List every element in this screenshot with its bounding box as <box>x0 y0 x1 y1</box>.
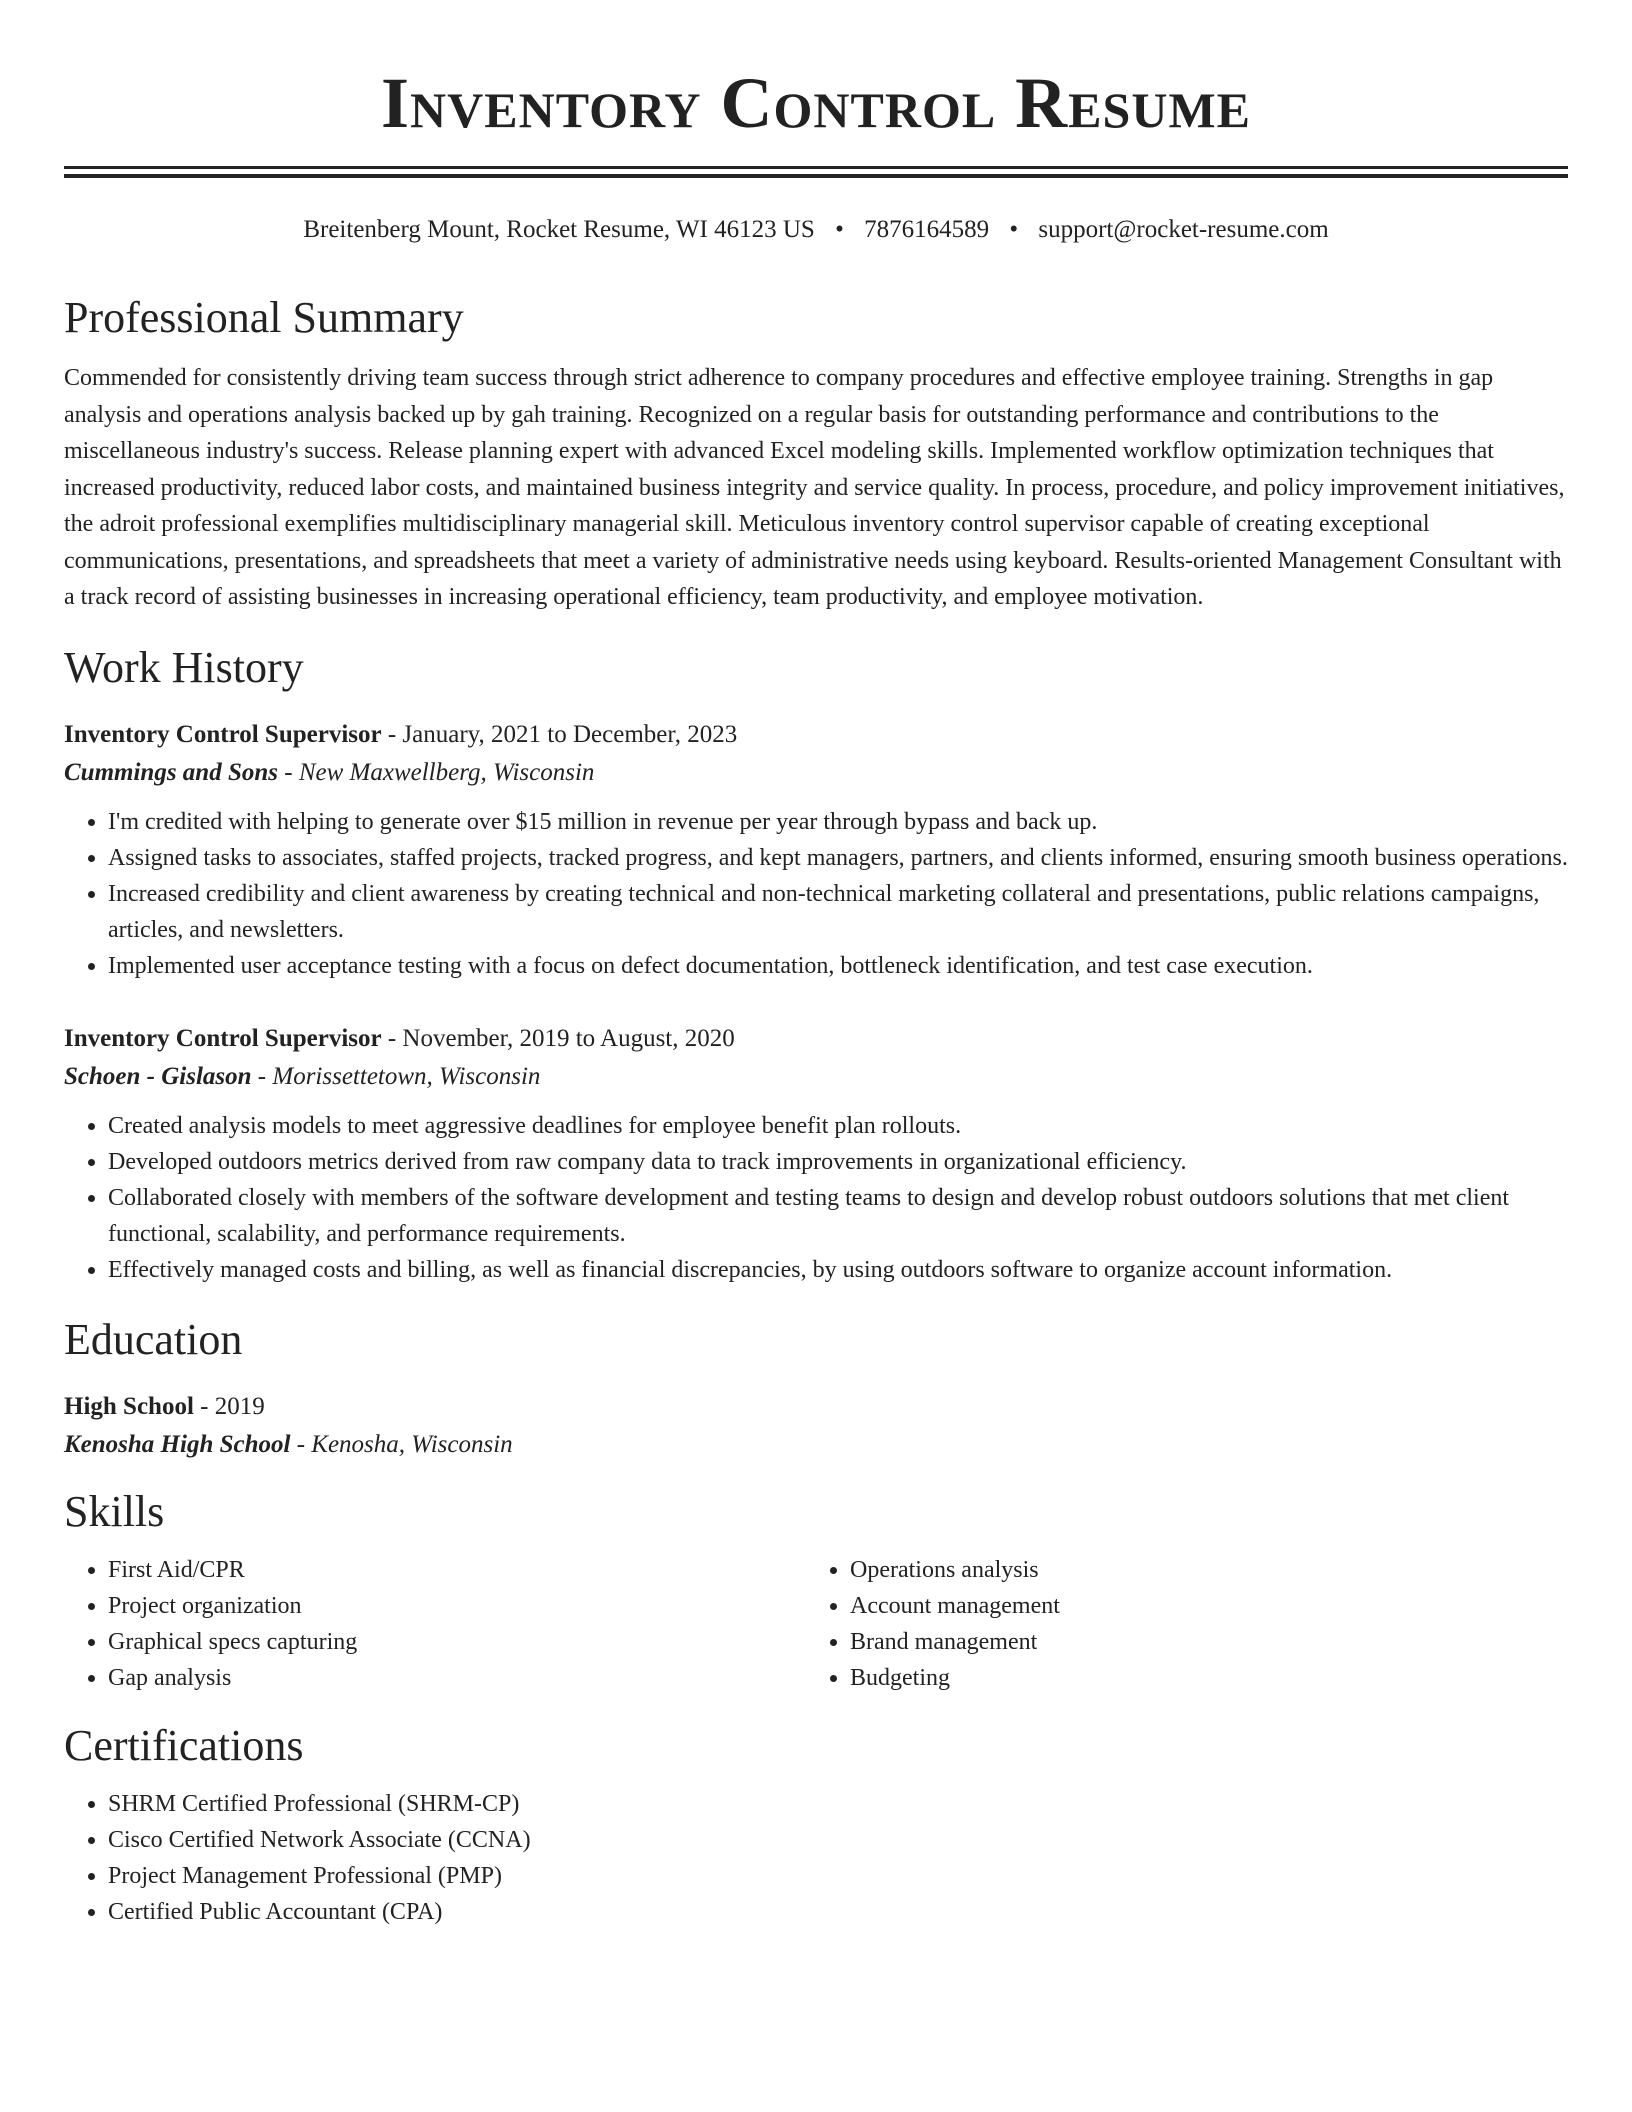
contact-address: Breitenberg Mount, Rocket Resume, WI 46123 US <box>303 216 815 243</box>
skill-item: • Project organization <box>108 1588 806 1624</box>
education-year: - 2019 <box>193 1392 265 1420</box>
education-school-line <box>64 1426 1568 1464</box>
skill-item: • First Aid/CPR <box>108 1552 806 1588</box>
job-company-line <box>64 754 1568 792</box>
education-location: - Kenosha, Wisconsin <box>290 1430 513 1458</box>
education-school: Kenosha High School <box>64 1430 291 1458</box>
section-heading-skills: Skills <box>64 1486 165 1536</box>
skills-grid <box>64 1552 1568 1696</box>
certification-list <box>64 1786 1568 1930</box>
job-title-line <box>64 1020 1568 1058</box>
contact-separator: • <box>835 216 844 243</box>
job-bullet: • Assigned tasks to associates, staffed projects, tracked progress, and kept managers, partners, and clients informed, ensuring smooth business operations. <box>108 840 1568 876</box>
job-title: Inventory Control Supervisor <box>64 1024 382 1052</box>
title-rule-top <box>64 166 1568 169</box>
skill-item: • Gap analysis <box>108 1660 806 1696</box>
section-heading-summary: Professional Summary <box>64 293 464 342</box>
certification-item: • Project Management Professional (PMP) <box>108 1858 1568 1894</box>
skill-item: • Graphical specs capturing <box>108 1624 806 1660</box>
summary-text: Commended for consistently driving team success through strict adherence to company procedures and effective employee training. Strengths in gap analysis and operations analysis backed up by gah training. Recognized on a regular basis for outstanding performance and contributions to the miscellaneous industry's success. Release planning expert with advanced Excel modeling skills. Implemented workflow optimization techniques that increased productivity, reduced labor costs, and maintained business integrity and service quality. In process, procedure, and policy improvement initiatives, the adroit professional exemplifies multidisciplinary managerial skill. Meticulous inventory control supervisor capable of creating exceptional communications, presentations, and spreadsheets that meet a variety of administrative needs using keyboard. Results-oriented Management Consultant with a track record of assisting businesses in increasing operational efficiency, team productivity, and employee motivation. <box>64 365 1565 610</box>
job-company-line <box>64 1058 1568 1096</box>
job-company: Schoen - Gislason <box>64 1062 252 1090</box>
education-degree: High School <box>64 1392 194 1420</box>
job-bullet: • Collaborated closely with members of the software development and testing teams to design and develop robust outdoors solutions that met client functional, scalability, and performance requirements. <box>108 1180 1568 1252</box>
job-dates: - November, 2019 to August, 2020 <box>381 1024 735 1052</box>
job-entry <box>64 1020 1568 1288</box>
job-bullet: • Increased credibility and client awareness by creating technical and non-technical marketing collateral and presentations, public relations campaigns, articles, and newsletters. <box>108 876 1568 948</box>
job-bullet: • Effectively managed costs and billing, as well as financial discrepancies, by using outdoors software to organize account information. <box>108 1252 1568 1288</box>
job-bullet: • Developed outdoors metrics derived from raw company data to track improvements in organizational efficiency. <box>108 1144 1568 1180</box>
skill-item: • Operations analysis <box>850 1552 1548 1588</box>
section-heading-education: Education <box>64 1314 243 1364</box>
skill-item: • Budgeting <box>850 1660 1548 1696</box>
job-bullet: • Implemented user acceptance testing with a focus on defect documentation, bottleneck identification, and test case execution. <box>108 948 1568 984</box>
section-heading-work-history: Work History <box>64 642 304 692</box>
job-location: - Morissettetown, Wisconsin <box>251 1062 541 1090</box>
education-degree-line <box>64 1388 1568 1426</box>
job-location: - New Maxwellberg, Wisconsin <box>278 758 595 786</box>
resume-title: Inventory Control Resume <box>381 63 1251 143</box>
section-heading-certifications: Certifications <box>64 1720 304 1770</box>
contact-separator: • <box>1009 216 1019 243</box>
job-bullets <box>64 804 1568 984</box>
job-title: Inventory Control Supervisor <box>64 720 382 748</box>
job-bullets <box>64 1108 1568 1288</box>
job-entry <box>64 716 1568 984</box>
job-bullet: • Created analysis models to meet aggressive deadlines for employee benefit plan rollouts. <box>108 1108 1568 1144</box>
job-title-line <box>64 716 1568 754</box>
education-entry <box>64 1388 1568 1464</box>
skill-item: • Account management <box>850 1588 1548 1624</box>
certification-item: • Cisco Certified Network Associate (CCNA) <box>108 1822 1568 1858</box>
job-bullet: • I'm credited with helping to generate over $15 million in revenue per year through bypass and back up. <box>108 804 1568 840</box>
contact-line <box>64 214 1568 246</box>
skills-column-right <box>806 1552 1548 1696</box>
skill-item: • Brand management <box>850 1624 1548 1660</box>
job-dates: - January, 2021 to December, 2023 <box>381 720 738 748</box>
skills-column-left <box>64 1552 806 1696</box>
contact-email: support@rocket-resume.com <box>1038 216 1329 243</box>
certification-item: • Certified Public Accountant (CPA) <box>108 1894 1568 1930</box>
contact-phone: 7876164589 <box>864 216 990 243</box>
certification-item: • SHRM Certified Professional (SHRM-CP) <box>108 1786 1568 1822</box>
title-rule-bottom <box>64 174 1568 178</box>
job-company: Cummings and Sons <box>64 758 278 786</box>
